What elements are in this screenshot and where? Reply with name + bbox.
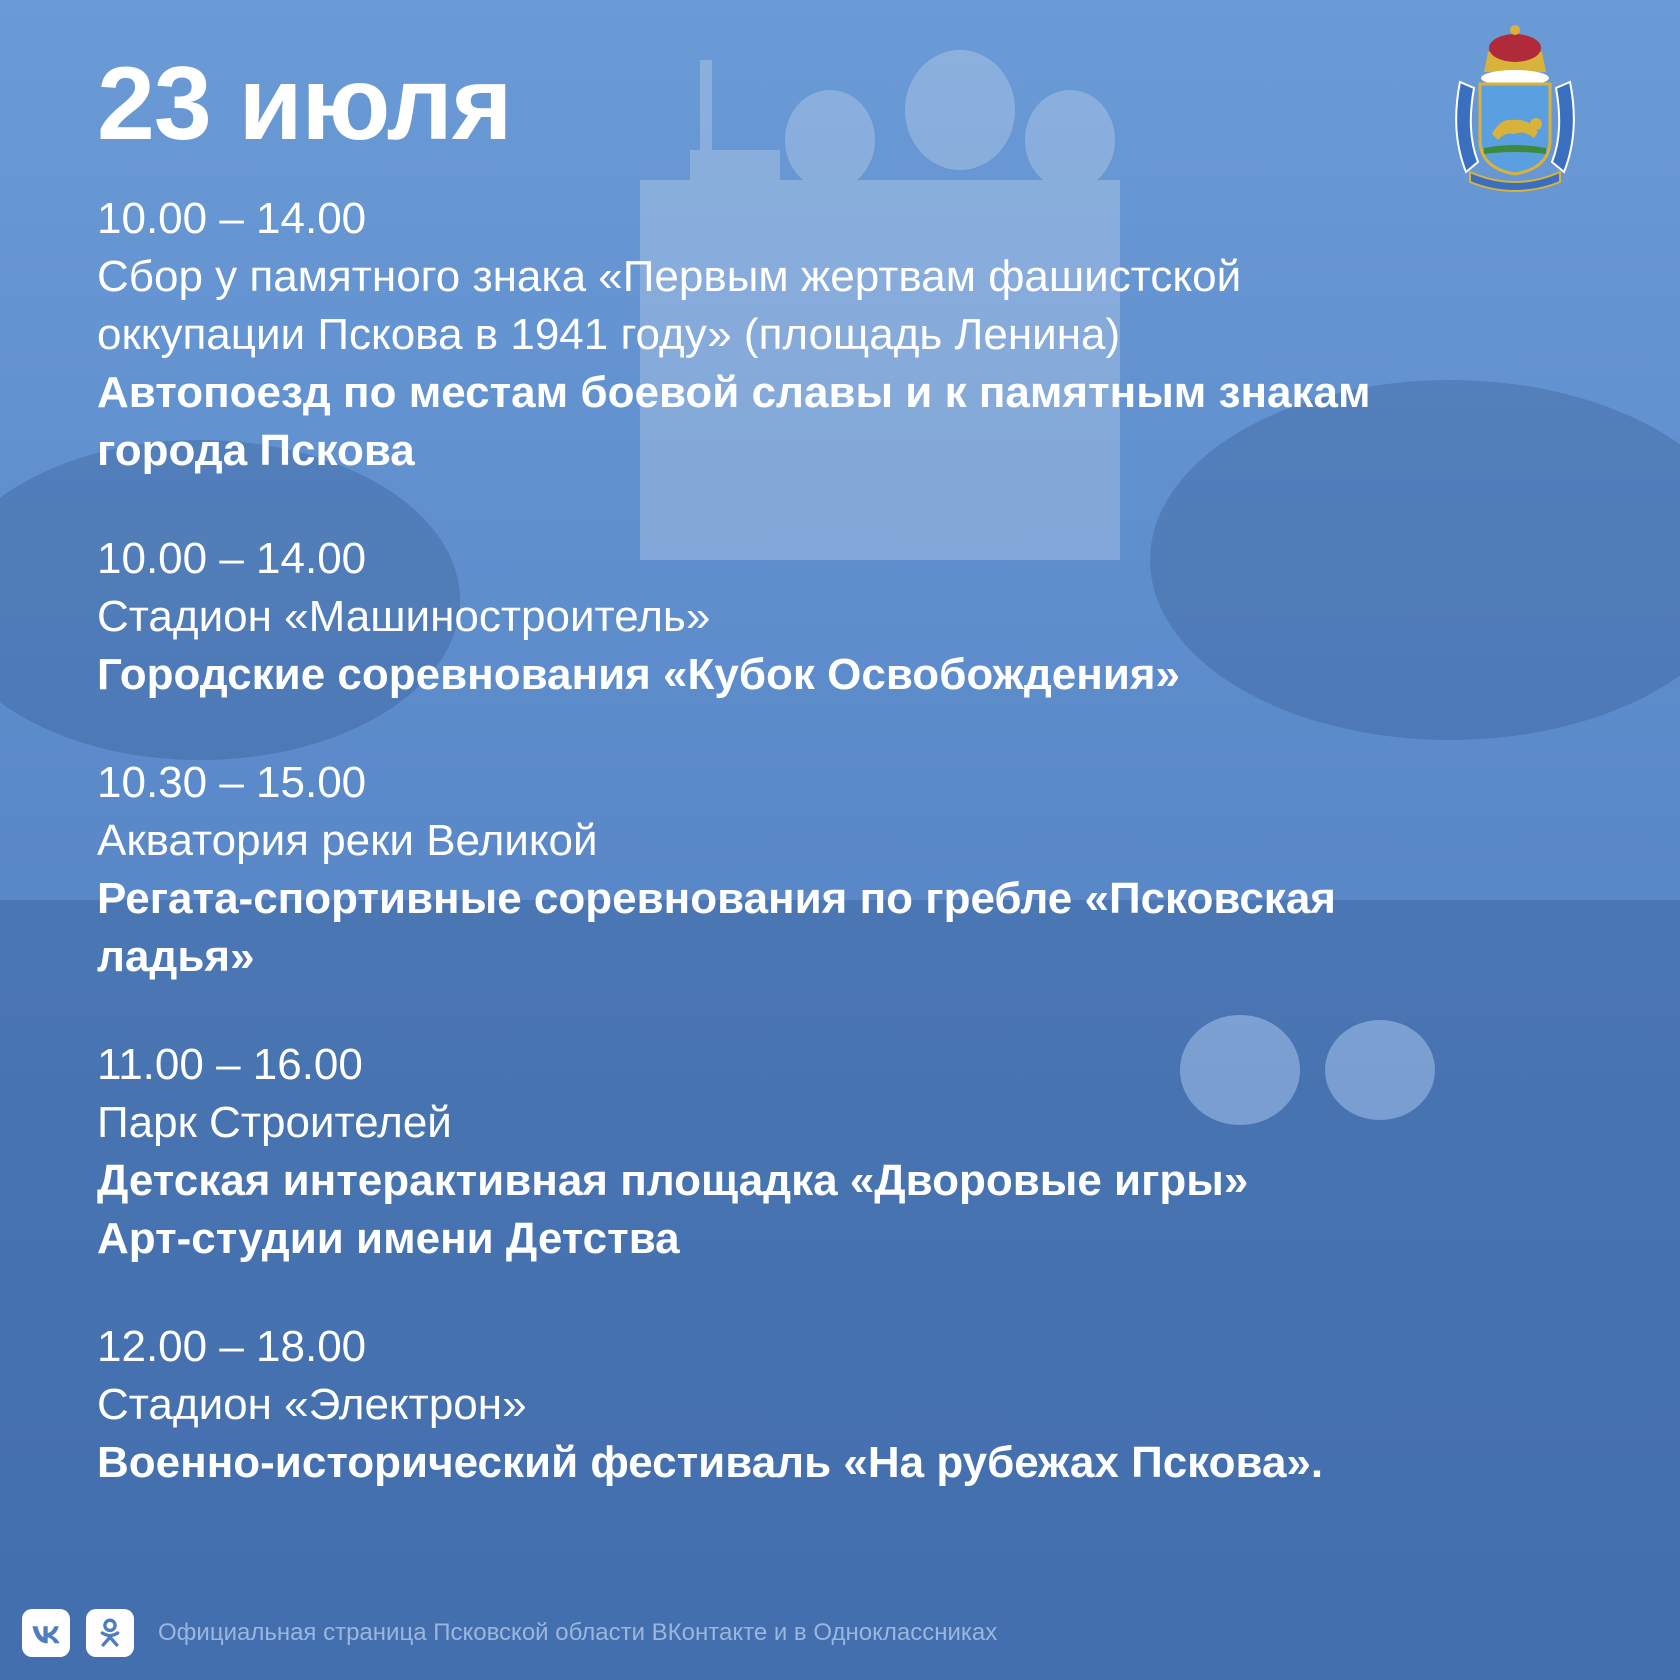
event-name: ладья» — [97, 932, 255, 981]
footer-caption: Официальная страница Псковской области ВКонтакте и в Одноклассниках — [158, 1619, 998, 1646]
event-name: Арт-студии имени Детства — [97, 1214, 680, 1263]
event-place: Сбор у памятного знака «Первым жертвам фашистской — [97, 252, 1242, 301]
event-time: 10.00 – 14.00 — [97, 194, 367, 243]
event-name: Детская интерактивная площадка «Дворовые игры» — [97, 1156, 1249, 1205]
event-time: 10.00 – 14.00 — [97, 534, 367, 583]
event-name: города Пскова — [97, 426, 415, 475]
event-place: Акватория реки Великой — [97, 816, 598, 865]
event-name: Автопоезд по местам боевой славы и к памятным знакам — [97, 368, 1371, 417]
page-title: 23 июля — [97, 46, 512, 162]
event-item — [97, 754, 1637, 986]
event-name: Регата-спортивные соревнования по гребле «Псковская — [97, 874, 1336, 923]
pskov-coat-of-arms-logo — [1448, 22, 1582, 198]
event-place: Стадион «Машиностроитель» — [97, 592, 711, 641]
vk-icon[interactable] — [22, 1609, 70, 1657]
footer — [22, 1608, 997, 1658]
event-time: 10.30 – 15.00 — [97, 758, 367, 807]
event-name: Военно-исторический фестиваль «На рубежах Пскова». — [97, 1438, 1324, 1487]
event-time: 11.00 – 16.00 — [97, 1040, 363, 1089]
odnoklassniki-icon[interactable] — [86, 1609, 134, 1657]
event-name: Городские соревнования «Кубок Освобождения» — [97, 650, 1181, 699]
event-schedule — [97, 190, 1637, 1542]
event-item — [97, 530, 1637, 704]
event-item — [97, 1318, 1637, 1492]
event-item — [97, 190, 1637, 480]
event-place: оккупации Пскова в 1941 году» (площадь Ленина) — [97, 310, 1121, 359]
event-time: 12.00 – 18.00 — [97, 1322, 367, 1371]
event-item — [97, 1036, 1637, 1268]
event-place: Стадион «Электрон» — [97, 1380, 527, 1429]
event-place: Парк Строителей — [97, 1098, 452, 1147]
